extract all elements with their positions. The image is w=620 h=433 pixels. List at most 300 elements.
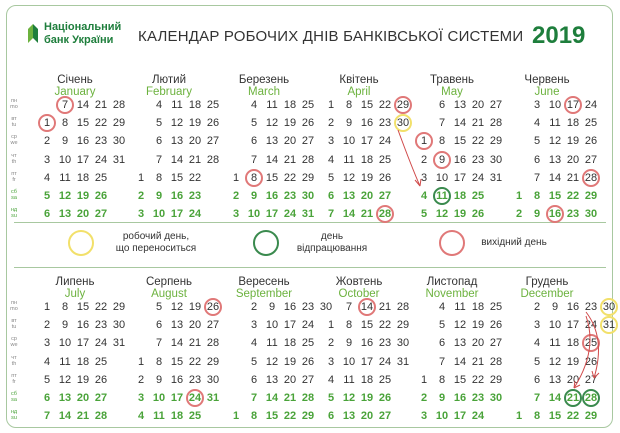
day-cell: 19 bbox=[188, 117, 202, 130]
day-cell: 7 bbox=[345, 301, 353, 313]
day-cell: 7 bbox=[438, 355, 446, 368]
month-name-en: December bbox=[520, 288, 574, 300]
day-cell: 4 bbox=[155, 99, 163, 111]
day-cell: 18 bbox=[566, 337, 580, 350]
day-cell: 19 bbox=[188, 301, 202, 313]
day-cell: 16 bbox=[360, 117, 374, 130]
day-cell: 7 bbox=[155, 153, 163, 166]
day-cell: 8 bbox=[155, 171, 163, 184]
month-name-en: May bbox=[441, 86, 463, 98]
day-cell: 17 bbox=[360, 135, 374, 148]
day-cell: 17 bbox=[283, 319, 297, 332]
day-cell: 7 bbox=[533, 392, 541, 404]
day-cell: 25 bbox=[188, 410, 202, 423]
day-cell: 4 bbox=[137, 410, 145, 423]
day-cell: 2 bbox=[533, 301, 541, 313]
day-cell: 19 bbox=[283, 355, 297, 368]
day-cell: 17 bbox=[170, 392, 184, 404]
day-cell: 25 bbox=[206, 99, 220, 111]
transfer-arrow-april-may bbox=[398, 130, 420, 186]
day-cell: 27 bbox=[301, 373, 315, 386]
day-cell: 13 bbox=[453, 99, 467, 111]
day-cell: 31 bbox=[396, 355, 410, 368]
day-cell: 5 bbox=[43, 373, 51, 386]
day-cell: 11 bbox=[266, 99, 278, 111]
day-cell: 11 bbox=[454, 301, 466, 313]
day-cell: 26 bbox=[206, 301, 220, 313]
legend-transferred-text: робочий день, що переноситься bbox=[115, 231, 197, 254]
day-cell: 28 bbox=[301, 153, 315, 166]
day-cell: 13 bbox=[453, 337, 467, 350]
day-cell: 26 bbox=[301, 117, 315, 130]
day-cell: 9 bbox=[250, 190, 258, 202]
weekday-label-ua: пт bbox=[11, 170, 17, 177]
day-cell: 3 bbox=[232, 208, 240, 221]
month-name-en: October bbox=[338, 288, 380, 300]
day-cell: 16 bbox=[170, 190, 184, 202]
weekday-label-en: fr bbox=[12, 378, 16, 385]
day-cell: 30 bbox=[396, 117, 410, 130]
legend-working-text: день відпрацювання bbox=[296, 231, 368, 254]
weekday-label-ua: ср bbox=[11, 134, 17, 141]
day-cell: 4 bbox=[533, 117, 541, 130]
day-cell: 4 bbox=[327, 153, 335, 166]
day-cell: 24 bbox=[378, 135, 392, 148]
day-cell: 29 bbox=[489, 135, 503, 148]
day-cell: 24 bbox=[584, 99, 598, 111]
day-cell: 10 bbox=[265, 319, 279, 332]
day-cell: 17 bbox=[265, 208, 279, 221]
day-cell: 7 bbox=[43, 410, 51, 423]
day-cell: 15 bbox=[76, 301, 90, 313]
month-name: Травень bbox=[430, 74, 474, 86]
month-name: Листопад bbox=[426, 276, 478, 288]
weekday-label-ua: вт bbox=[11, 318, 17, 325]
day-cell: 19 bbox=[76, 373, 90, 386]
day-cell: 27 bbox=[301, 135, 315, 148]
day-cell: 28 bbox=[94, 410, 108, 423]
day-cell: 23 bbox=[378, 337, 392, 350]
month-name: Жовтень bbox=[335, 276, 383, 288]
weekday-label-ua: нд bbox=[10, 207, 18, 214]
day-cell: 26 bbox=[206, 117, 220, 130]
day-cell: 30 bbox=[112, 319, 126, 332]
day-cell: 13 bbox=[170, 319, 184, 332]
month-name: Березень bbox=[238, 74, 290, 86]
day-cell: 8 bbox=[345, 99, 353, 111]
day-cell: 21 bbox=[76, 410, 90, 423]
day-cell: 11 bbox=[436, 190, 448, 202]
month-name-en: November bbox=[425, 288, 479, 300]
day-cell: 22 bbox=[566, 190, 580, 202]
day-cell: 1 bbox=[232, 410, 240, 423]
day-cell: 3 bbox=[43, 337, 51, 350]
day-cell: 1 bbox=[232, 171, 240, 184]
day-cell: 21 bbox=[360, 208, 374, 221]
logo-line-1: Національний bbox=[44, 21, 122, 33]
day-cell: 27 bbox=[489, 99, 503, 111]
day-cell: 4 bbox=[327, 373, 335, 386]
day-cell: 18 bbox=[360, 153, 374, 166]
day-cell: 22 bbox=[188, 171, 202, 184]
day-cell: 30 bbox=[602, 301, 616, 313]
day-cell: 15 bbox=[548, 190, 562, 202]
day-cell: 21 bbox=[283, 153, 297, 166]
day-cell: 3 bbox=[533, 99, 541, 111]
day-cell: 3 bbox=[137, 208, 145, 221]
day-cell: 27 bbox=[94, 208, 108, 221]
weekday-label-ua: ср bbox=[11, 336, 17, 343]
day-cell: 19 bbox=[566, 135, 580, 148]
transfer-arrow-dec-2 bbox=[574, 316, 590, 388]
day-cell: 24 bbox=[584, 319, 598, 332]
weekday-label-en: tu bbox=[11, 122, 17, 129]
day-cell: 26 bbox=[94, 190, 108, 202]
day-cell: 3 bbox=[533, 319, 541, 332]
day-cell: 28 bbox=[396, 301, 410, 313]
day-cell: 23 bbox=[471, 392, 485, 404]
day-cell: 3 bbox=[137, 392, 145, 404]
weekday-label-ua: пт bbox=[11, 372, 17, 379]
day-cell: 25 bbox=[94, 355, 108, 368]
day-cell: 18 bbox=[76, 171, 90, 184]
day-cell: 2 bbox=[137, 190, 145, 202]
day-cell: 2 bbox=[232, 190, 240, 202]
day-cell: 17 bbox=[170, 208, 184, 221]
day-cell: 28 bbox=[112, 99, 126, 111]
day-cell: 22 bbox=[471, 135, 485, 148]
day-cell: 6 bbox=[327, 410, 335, 423]
day-cell: 19 bbox=[283, 117, 297, 130]
day-cell: 8 bbox=[61, 301, 69, 313]
day-cell: 5 bbox=[155, 117, 163, 130]
day-cell: 13 bbox=[170, 135, 184, 148]
weekday-label-en: mo bbox=[10, 104, 18, 110]
month-name-en: January bbox=[54, 86, 96, 98]
day-cell: 29 bbox=[489, 373, 503, 386]
weekday-label-en: we bbox=[10, 342, 18, 349]
day-cell: 30 bbox=[489, 153, 503, 166]
day-cell: 18 bbox=[188, 99, 202, 111]
day-cell: 8 bbox=[155, 355, 163, 368]
day-cell: 16 bbox=[265, 190, 279, 202]
day-cell: 15 bbox=[76, 117, 90, 130]
day-cell: 21 bbox=[378, 301, 392, 313]
day-cell: 9 bbox=[61, 135, 69, 148]
day-cell: 8 bbox=[533, 190, 541, 202]
day-cell: 7 bbox=[327, 208, 335, 221]
day-cell: 16 bbox=[548, 208, 562, 221]
day-cell: 22 bbox=[94, 117, 108, 130]
day-cell: 7 bbox=[250, 153, 258, 166]
day-cell: 12 bbox=[170, 117, 184, 130]
day-cell: 9 bbox=[533, 208, 541, 221]
day-cell: 5 bbox=[533, 355, 541, 368]
day-cell: 6 bbox=[438, 99, 446, 111]
day-cell: 10 bbox=[58, 153, 72, 166]
day-cell: 19 bbox=[566, 355, 580, 368]
day-cell: 22 bbox=[188, 355, 202, 368]
day-cell: 9 bbox=[155, 373, 163, 386]
weekday-label-ua: чт bbox=[11, 152, 17, 159]
day-cell: 5 bbox=[533, 135, 541, 148]
day-cell: 8 bbox=[438, 373, 446, 386]
day-cell: 24 bbox=[471, 410, 485, 423]
day-cell: 20 bbox=[566, 373, 580, 386]
day-cell: 11 bbox=[153, 410, 165, 423]
day-cell: 30 bbox=[112, 135, 126, 148]
day-cell: 22 bbox=[283, 171, 297, 184]
day-cell: 5 bbox=[250, 117, 258, 130]
day-cell: 26 bbox=[378, 392, 392, 404]
day-cell: 26 bbox=[301, 355, 315, 368]
day-cell: 11 bbox=[59, 171, 71, 184]
day-cell: 13 bbox=[265, 373, 279, 386]
weekday-label-en: su bbox=[11, 213, 17, 220]
day-cell: 16 bbox=[566, 301, 580, 313]
day-cell: 4 bbox=[420, 190, 428, 202]
day-cell: 11 bbox=[171, 99, 183, 111]
day-cell: 20 bbox=[76, 208, 90, 221]
day-cell: 12 bbox=[453, 319, 467, 332]
day-cell: 16 bbox=[453, 153, 467, 166]
day-cell: 24 bbox=[301, 319, 315, 332]
day-cell: 25 bbox=[584, 337, 598, 350]
day-cell: 1 bbox=[515, 190, 523, 202]
day-cell: 1 bbox=[515, 410, 523, 423]
month-name: Лютий bbox=[151, 74, 187, 86]
day-cell: 6 bbox=[533, 153, 541, 166]
day-cell: 17 bbox=[360, 355, 374, 368]
day-cell: 9 bbox=[155, 190, 163, 202]
day-cell: 9 bbox=[268, 301, 276, 313]
day-cell: 13 bbox=[58, 208, 72, 221]
day-cell: 27 bbox=[94, 392, 108, 404]
day-cell: 2 bbox=[420, 392, 428, 404]
day-cell: 17 bbox=[566, 99, 580, 111]
day-cell: 13 bbox=[548, 153, 562, 166]
day-cell: 17 bbox=[453, 171, 467, 184]
month-name-en: July bbox=[64, 288, 86, 300]
day-cell: 31 bbox=[206, 392, 220, 404]
day-cell: 9 bbox=[61, 319, 69, 332]
day-cell: 29 bbox=[112, 117, 126, 130]
day-cell: 5 bbox=[327, 171, 335, 184]
day-cell: 11 bbox=[59, 355, 71, 368]
day-cell: 1 bbox=[137, 171, 145, 184]
day-cell: 31 bbox=[112, 337, 126, 350]
day-cell: 6 bbox=[250, 373, 258, 386]
day-cell: 25 bbox=[94, 171, 108, 184]
day-cell: 4 bbox=[533, 337, 541, 350]
day-cell: 30 bbox=[206, 373, 220, 386]
day-cell: 19 bbox=[471, 319, 485, 332]
day-cell: 31 bbox=[112, 153, 126, 166]
day-cell: 27 bbox=[378, 410, 392, 423]
legend-holiday-text: вихідний день bbox=[481, 237, 547, 248]
day-cell: 3 bbox=[420, 410, 428, 423]
day-cell: 28 bbox=[489, 355, 503, 368]
weekday-label-en: fr bbox=[12, 176, 16, 183]
month-name-en: February bbox=[145, 86, 193, 98]
weekday-label-en: sa bbox=[11, 397, 17, 403]
day-cell: 20 bbox=[188, 135, 202, 148]
day-cell: 22 bbox=[566, 410, 580, 423]
day-cell: 19 bbox=[453, 208, 467, 221]
day-cell: 8 bbox=[61, 117, 69, 130]
day-cell: 10 bbox=[152, 392, 166, 404]
day-cell: 15 bbox=[170, 171, 184, 184]
day-cell: 29 bbox=[584, 190, 598, 202]
weekday-label-ua: сб bbox=[11, 189, 17, 195]
day-cell: 11 bbox=[549, 117, 561, 130]
day-cell: 22 bbox=[378, 319, 392, 332]
day-cell: 3 bbox=[43, 153, 51, 166]
weekday-label-ua: пн bbox=[10, 300, 17, 306]
day-cell: 29 bbox=[301, 410, 315, 423]
weekday-label-en: tu bbox=[11, 324, 17, 331]
day-cell: 3 bbox=[420, 171, 428, 184]
day-cell: 10 bbox=[435, 410, 449, 423]
day-cell: 30 bbox=[319, 301, 333, 313]
day-cell: 8 bbox=[533, 410, 541, 423]
month-name-en: August bbox=[151, 288, 187, 300]
day-cell: 13 bbox=[265, 135, 279, 148]
day-cell: 23 bbox=[378, 117, 392, 130]
day-cell: 14 bbox=[453, 355, 467, 368]
day-cell: 22 bbox=[94, 301, 108, 313]
day-cell: 18 bbox=[566, 117, 580, 130]
day-cell: 18 bbox=[283, 337, 297, 350]
day-cell: 14 bbox=[58, 410, 72, 423]
day-cell: 22 bbox=[471, 373, 485, 386]
day-cell: 15 bbox=[265, 171, 279, 184]
month-name-en: September bbox=[235, 288, 293, 300]
day-cell: 6 bbox=[438, 337, 446, 350]
day-cell: 4 bbox=[438, 301, 446, 313]
day-cell: 30 bbox=[489, 392, 503, 404]
day-cell: 14 bbox=[76, 99, 90, 111]
logo-line-2: банк України bbox=[44, 34, 114, 46]
day-cell: 6 bbox=[43, 208, 51, 221]
day-cell: 28 bbox=[584, 171, 598, 184]
day-cell: 19 bbox=[360, 171, 374, 184]
day-cell: 5 bbox=[438, 319, 446, 332]
day-cell: 14 bbox=[548, 392, 562, 404]
day-cell: 29 bbox=[301, 171, 315, 184]
day-cell: 22 bbox=[283, 410, 297, 423]
day-cell: 28 bbox=[206, 153, 220, 166]
day-cell: 25 bbox=[378, 373, 392, 386]
day-cell: 12 bbox=[170, 301, 184, 313]
day-cell: 20 bbox=[188, 319, 202, 332]
day-cell: 11 bbox=[266, 337, 278, 350]
month-name-en: June bbox=[534, 86, 560, 98]
day-cell: 8 bbox=[438, 135, 446, 148]
day-cell: 29 bbox=[206, 355, 220, 368]
day-cell: 15 bbox=[360, 99, 374, 111]
day-cell: 17 bbox=[453, 410, 467, 423]
day-cell: 26 bbox=[584, 135, 598, 148]
day-cell: 4 bbox=[43, 171, 51, 184]
month-name: Липень bbox=[55, 276, 95, 288]
day-cell: 28 bbox=[378, 208, 392, 221]
day-cell: 16 bbox=[283, 301, 297, 313]
day-cell: 6 bbox=[155, 319, 163, 332]
day-cell: 16 bbox=[360, 337, 374, 350]
day-cell: 30 bbox=[584, 208, 598, 221]
day-cell: 1 bbox=[327, 99, 335, 111]
day-cell: 18 bbox=[453, 190, 467, 202]
day-cell: 28 bbox=[301, 392, 315, 404]
day-cell: 16 bbox=[76, 135, 90, 148]
day-cell: 13 bbox=[342, 410, 356, 423]
day-cell: 4 bbox=[43, 355, 51, 368]
day-cell: 26 bbox=[94, 373, 108, 386]
day-cell: 21 bbox=[566, 392, 580, 404]
day-cell: 12 bbox=[58, 190, 72, 202]
day-cell: 15 bbox=[453, 373, 467, 386]
day-cell: 7 bbox=[61, 99, 69, 111]
weekday-label-en: sa bbox=[11, 195, 17, 201]
day-cell: 29 bbox=[396, 319, 410, 332]
year-label: 2019 bbox=[532, 22, 586, 49]
day-cell: 23 bbox=[94, 135, 108, 148]
day-cell: 10 bbox=[152, 208, 166, 221]
month-name: Червень bbox=[524, 74, 570, 86]
day-cell: 12 bbox=[435, 208, 449, 221]
day-cell: 14 bbox=[342, 208, 356, 221]
day-cell: 27 bbox=[206, 319, 220, 332]
day-cell: 17 bbox=[566, 319, 580, 332]
day-cell: 2 bbox=[327, 337, 335, 350]
day-cell: 18 bbox=[76, 355, 90, 368]
day-cell: 21 bbox=[471, 117, 485, 130]
day-cell: 9 bbox=[438, 392, 446, 404]
day-cell: 10 bbox=[548, 319, 562, 332]
day-cell: 3 bbox=[327, 355, 335, 368]
day-cell: 23 bbox=[188, 373, 202, 386]
day-cell: 10 bbox=[548, 99, 562, 111]
day-cell: 28 bbox=[584, 392, 598, 404]
day-cell: 6 bbox=[155, 135, 163, 148]
day-cell: 5 bbox=[155, 301, 163, 313]
day-cell: 20 bbox=[283, 135, 297, 148]
day-cell: 7 bbox=[250, 392, 258, 404]
day-cell: 31 bbox=[602, 319, 616, 332]
month-name: Січень bbox=[57, 74, 93, 86]
day-cell: 23 bbox=[283, 190, 297, 202]
day-cell: 20 bbox=[471, 99, 485, 111]
day-cell: 13 bbox=[342, 190, 356, 202]
weekday-label-en: th bbox=[11, 158, 17, 165]
day-cell: 14 bbox=[265, 153, 279, 166]
day-cell: 21 bbox=[283, 392, 297, 404]
day-cell: 21 bbox=[94, 99, 108, 111]
day-cell: 10 bbox=[342, 135, 356, 148]
day-cell: 14 bbox=[360, 301, 374, 313]
day-cell: 5 bbox=[420, 208, 428, 221]
day-cell: 11 bbox=[343, 153, 355, 166]
day-cell: 23 bbox=[301, 301, 315, 313]
day-cell: 26 bbox=[378, 171, 392, 184]
day-cell: 7 bbox=[155, 337, 163, 350]
day-cell: 25 bbox=[489, 301, 503, 313]
day-cell: 14 bbox=[170, 153, 184, 166]
day-cell: 5 bbox=[327, 392, 335, 404]
day-cell: 20 bbox=[283, 373, 297, 386]
day-cell: 27 bbox=[206, 135, 220, 148]
